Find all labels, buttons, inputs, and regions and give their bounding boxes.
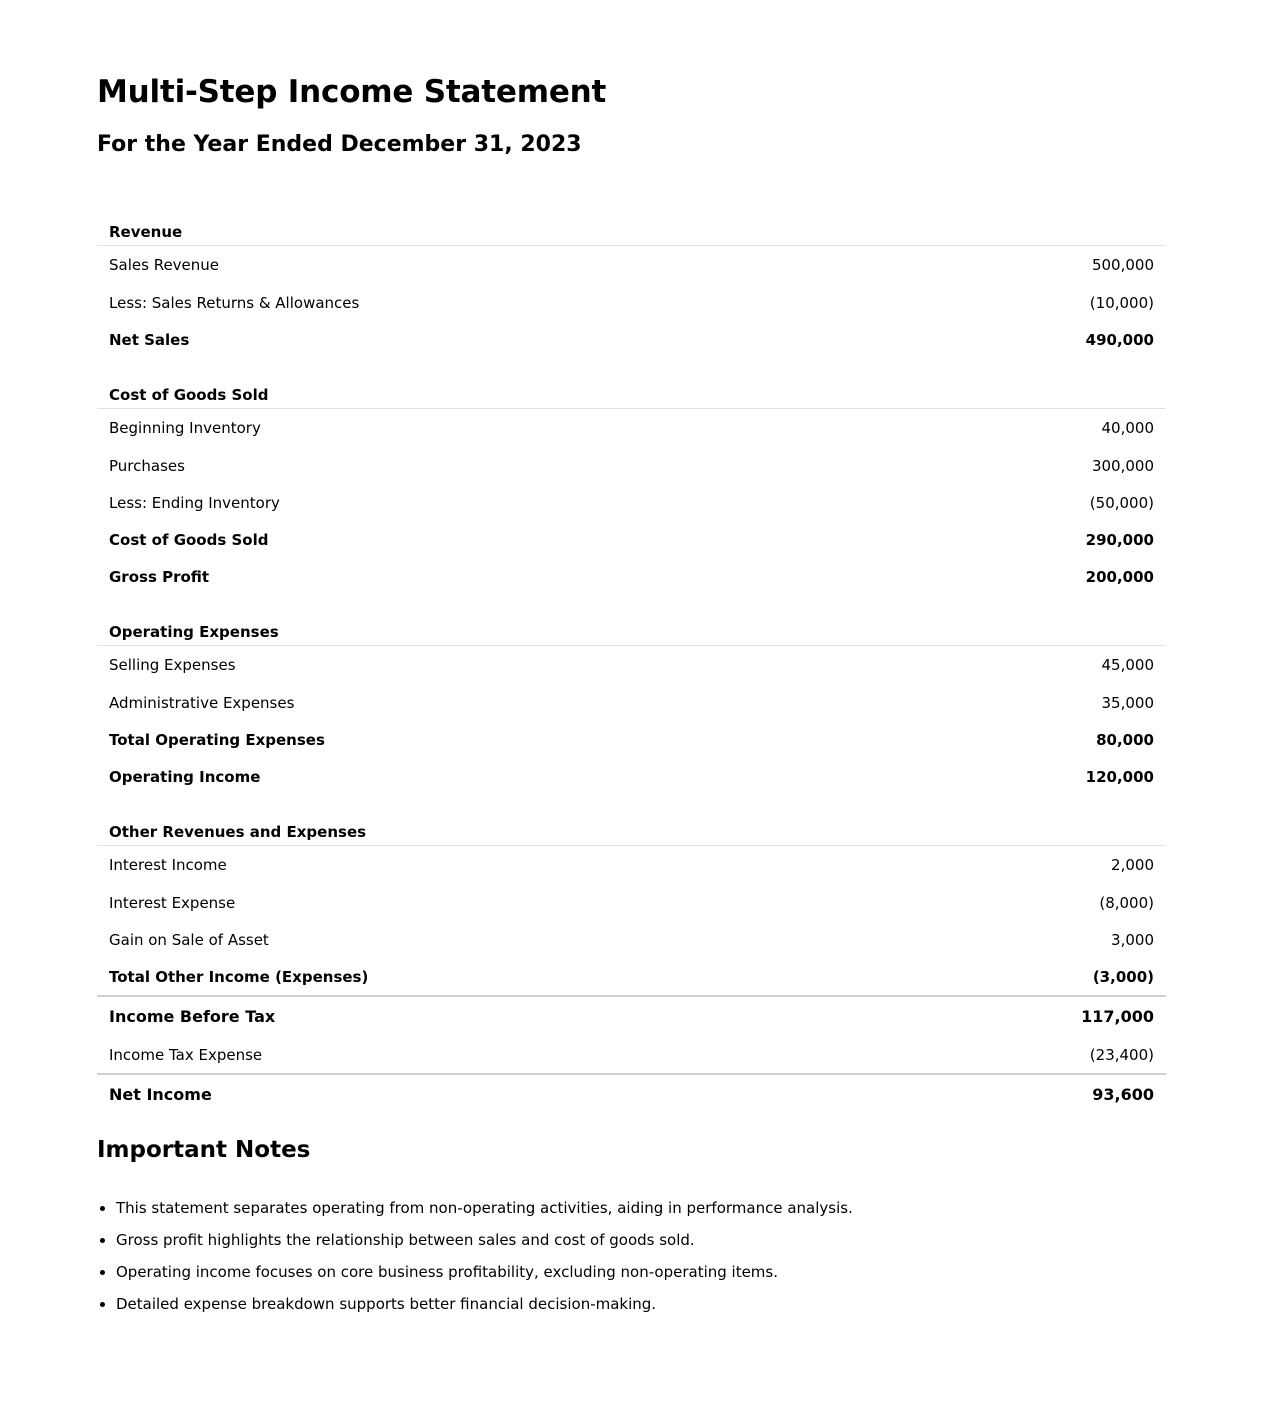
table-row [97, 646, 1166, 685]
list-item: • Gross profit highlights the relationship between sales and cost of goods sold. [116, 1224, 1166, 1256]
table-row [97, 921, 1166, 958]
row-label: Beginning Inventory [109, 419, 261, 437]
total-row-income-before-tax [97, 996, 1166, 1036]
row-amount: 300,000 [1091, 456, 1154, 475]
row-amount: (8,000) [1099, 893, 1154, 912]
row-label: Less: Ending Inventory [109, 493, 280, 512]
row-amount: (50,000) [1089, 493, 1154, 512]
row-label: Income Before Tax [97, 996, 894, 1036]
table-row [97, 846, 1166, 885]
row-amount: 290,000 [1085, 530, 1154, 549]
row-label: Gross Profit [109, 567, 210, 586]
row-label: Interest Expense [109, 893, 236, 912]
row-label: Sales Revenue [109, 256, 220, 274]
row-label: Purchases [109, 456, 185, 475]
table-row [97, 1036, 1166, 1074]
list-item: • This statement separates operating from non-operating activities, aiding in performance analysis. [116, 1192, 1166, 1224]
table-row [97, 447, 1166, 484]
subtotal-row-gross-profit [97, 558, 1166, 595]
page-title: Multi-Step Income Statement [97, 74, 607, 110]
row-label: Interest Income [109, 856, 227, 874]
row-amount: 93,600 [894, 1074, 1166, 1114]
section-heading: Revenue [97, 213, 894, 246]
row-label: Selling Expenses [109, 656, 236, 674]
row-amount: 500,000 [1091, 256, 1154, 274]
table-row [97, 684, 1166, 721]
row-label: Net Income [97, 1074, 894, 1114]
section-heading: Other Revenues and Expenses [97, 795, 894, 846]
row-label: Administrative Expenses [109, 693, 295, 712]
row-amount: (3,000) [1092, 967, 1154, 986]
row-amount: 117,000 [894, 996, 1166, 1036]
table-row [97, 284, 1166, 321]
table-row [97, 409, 1166, 448]
list-item: • Detailed expense breakdown supports better financial decision-making. [116, 1288, 1166, 1320]
row-amount: (10,000) [1089, 293, 1154, 312]
table-row [97, 884, 1166, 921]
notes-list [97, 1192, 1166, 1320]
table-row [97, 484, 1166, 521]
subtotal-row-cogs [97, 521, 1166, 558]
row-amount: 200,000 [1085, 567, 1154, 586]
subtotal-row-total-operating-expenses [97, 721, 1166, 758]
row-label: Total Operating Expenses [109, 730, 325, 749]
row-amount: 45,000 [1101, 656, 1154, 674]
row-amount: 35,000 [1101, 693, 1154, 712]
row-amount: (23,400) [1089, 1045, 1154, 1064]
section-heading: Operating Expenses [97, 595, 894, 646]
section-header-revenue [97, 213, 1166, 246]
section-header-cogs [97, 358, 1166, 409]
table-row [97, 246, 1166, 285]
row-label: Operating Income [109, 767, 261, 786]
subtotal-row-operating-income [97, 758, 1166, 795]
section-header-other [97, 795, 1166, 846]
row-amount: 2,000 [1111, 856, 1154, 874]
row-amount: 120,000 [1085, 767, 1154, 786]
row-label: Net Sales [109, 330, 190, 349]
row-label: Less: Sales Returns & Allowances [109, 293, 360, 312]
row-label: Cost of Goods Sold [109, 530, 269, 549]
subtotal-row-net-sales [97, 321, 1166, 358]
row-amount: 490,000 [1085, 330, 1154, 349]
income-statement-table [97, 213, 1166, 1114]
row-amount: 3,000 [1111, 930, 1154, 949]
row-label: Income Tax Expense [109, 1045, 263, 1064]
row-amount: 40,000 [1101, 419, 1154, 437]
total-row-net-income [97, 1074, 1166, 1114]
row-label: Gain on Sale of Asset [109, 930, 269, 949]
section-header-operating-expenses [97, 595, 1166, 646]
section-heading: Cost of Goods Sold [97, 358, 894, 409]
row-amount: 80,000 [1096, 730, 1154, 749]
page-subtitle: For the Year Ended December 31, 2023 [97, 132, 582, 157]
subtotal-row-total-other [97, 958, 1166, 996]
list-item: • Operating income focuses on core business profitability, excluding non-operating items. [116, 1256, 1166, 1288]
row-label: Total Other Income (Expenses) [109, 967, 369, 986]
notes-heading: Important Notes [97, 1137, 311, 1163]
